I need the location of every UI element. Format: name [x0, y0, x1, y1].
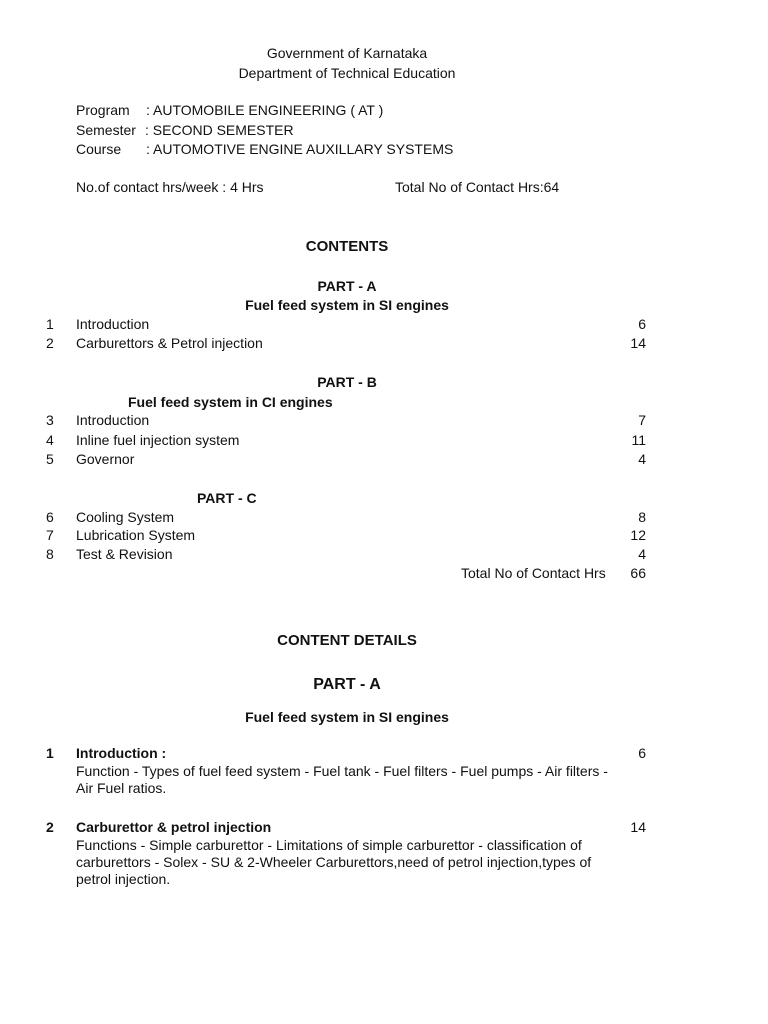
contents-item-title: Governor: [76, 451, 135, 467]
contents-item-number: 7: [46, 527, 54, 543]
contents-item-title: Carburettors & Petrol injection: [76, 335, 263, 351]
contents-item-title: Cooling System: [76, 509, 175, 525]
detail-item-title: Introduction :: [76, 745, 167, 761]
total-hours-value: 66: [630, 565, 646, 581]
semester-label: Semester: [76, 122, 136, 138]
contents-item-number: 1: [46, 316, 54, 332]
contents-item-number: 5: [46, 451, 54, 467]
contents-item-number: 2: [46, 335, 54, 351]
program-value: : AUTOMOBILE ENGINEERING ( AT ): [146, 102, 384, 118]
detail-item-number: 2: [46, 819, 54, 835]
contents-item-number: 8: [46, 546, 54, 562]
contents-item-title: Test & Revision: [76, 546, 173, 562]
detail-item-number: 1: [46, 745, 54, 761]
total-hours-label: Total No of Contact Hrs: [461, 565, 606, 581]
contents-item-number: 3: [46, 412, 54, 428]
part-a-subheading: Fuel feed system in SI engines: [245, 297, 449, 313]
contents-item-hours: 11: [631, 432, 646, 448]
detail-item-hours: 14: [630, 819, 646, 835]
contents-item-title: Introduction: [76, 412, 150, 428]
contents-item-hours: 4: [638, 451, 646, 467]
contact-hours-week: No.of contact hrs/week : 4 Hrs: [76, 179, 264, 195]
part-b-subheading: Fuel feed system in CI engines: [128, 394, 333, 410]
program-label: Program: [76, 102, 130, 118]
header-line-1: Government of Karnataka: [266, 45, 428, 61]
contents-item-hours: 4: [638, 546, 646, 562]
contents-item-number: 6: [46, 509, 54, 525]
content-details-title: CONTENT DETAILS: [277, 632, 417, 649]
contact-hours-total: Total No of Contact Hrs:64: [395, 179, 560, 195]
contents-item-number: 4: [46, 432, 54, 448]
part-a-heading: PART - A: [317, 278, 377, 294]
header-line-2: Department of Technical Education: [238, 65, 456, 81]
details-part-heading: PART - A: [313, 676, 381, 693]
contents-item-title: Introduction: [76, 316, 150, 332]
contents-item-hours: 7: [638, 412, 646, 428]
detail-item-title: Carburettor & petrol injection: [76, 819, 272, 835]
contents-item-hours: 14: [630, 335, 646, 351]
detail-item-text: Functions - Simple carburettor - Limitations of simple carburettor - classification of carburettors - Solex - SU & 2-Wheeler Carburettors,need of petrol injection,types of petrol injection.: [76, 837, 592, 887]
contents-item-title: Lubrication System: [76, 527, 196, 543]
contents-title: CONTENTS: [305, 238, 389, 255]
detail-item-text: Function - Types of fuel feed system - Fuel tank - Fuel filters - Fuel pumps - Air filters - Air Fuel ratios.: [76, 763, 608, 796]
contents-item-hours: 12: [630, 527, 646, 543]
course-label: Course: [76, 141, 122, 157]
contents-item-hours: 6: [638, 316, 646, 332]
details-part-subheading: Fuel feed system in SI engines: [245, 709, 449, 725]
contents-item-hours: 8: [638, 509, 646, 525]
course-value: : AUTOMOTIVE ENGINE AUXILLARY SYSTEMS: [146, 141, 454, 157]
semester-value: : SECOND SEMESTER: [145, 122, 294, 138]
detail-item-hours: 6: [638, 745, 646, 761]
part-c-heading: PART - C: [197, 490, 257, 506]
contents-item-title: Inline fuel injection system: [76, 432, 240, 448]
part-b-heading: PART - B: [317, 374, 377, 390]
